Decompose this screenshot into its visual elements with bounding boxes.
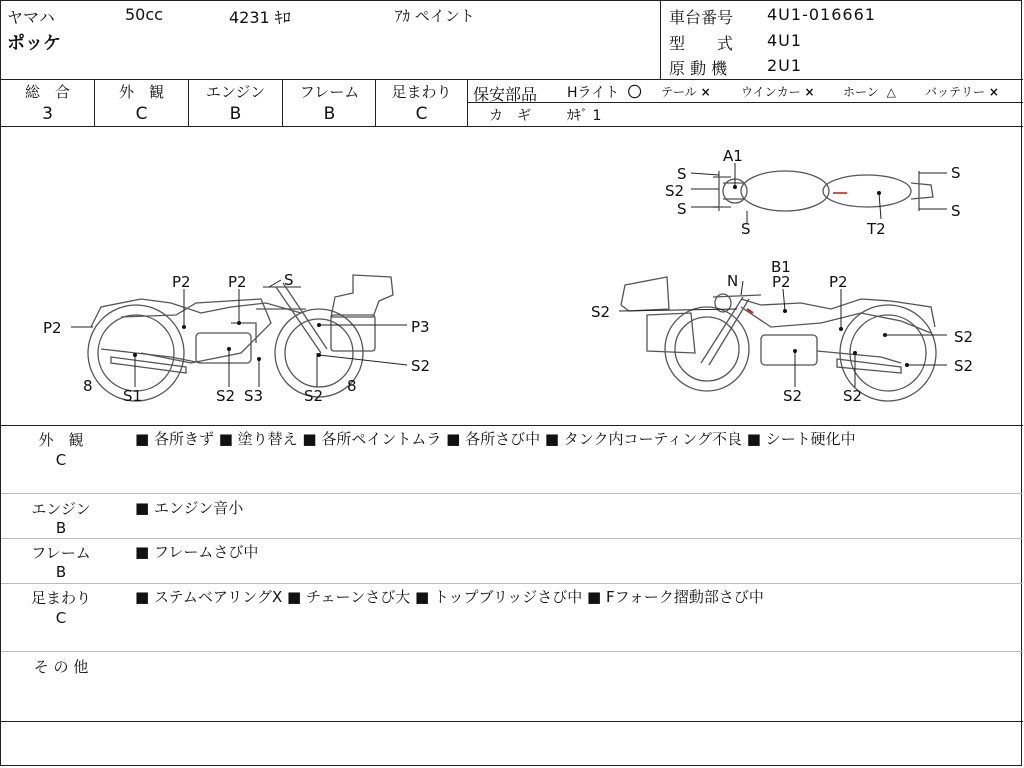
safety-battery — [925, 83, 999, 100]
diagram-label: P2 — [228, 273, 247, 291]
diagram-label: S — [741, 220, 751, 238]
grade-frame-label: フレーム — [299, 83, 360, 101]
safety-parts-label: 保安部品 — [473, 85, 538, 104]
diagram-label: P2 — [772, 273, 791, 291]
motorcycle-top-view — [713, 171, 933, 211]
diagram-label: P2 — [172, 273, 191, 291]
safety-item-label: ホーン — [843, 85, 879, 99]
damage-diagram — [1, 127, 1023, 425]
diagram-label: S — [284, 271, 294, 289]
diagram-label: 8 — [83, 377, 93, 395]
type-label: 型 式 — [669, 34, 734, 53]
safety-item-mark: 〇 — [627, 85, 642, 101]
divider — [1, 721, 1023, 722]
diagram-label: S2 — [954, 328, 974, 346]
diagram-label: S — [677, 165, 687, 183]
detail-suspension-grade: C — [55, 609, 67, 627]
diagram-label: P2 — [43, 319, 62, 337]
divider — [467, 102, 1023, 103]
diagram-label: S2 — [665, 182, 685, 200]
grade-exterior-value: C — [135, 104, 148, 124]
diagram-label: P2 — [829, 273, 848, 291]
diagram-label: B1 — [771, 258, 791, 276]
model-name: ポッケ — [7, 33, 61, 54]
engine-model-value: 2U1 — [767, 56, 803, 75]
detail-suspension-label: 足まわり — [30, 589, 91, 607]
detail-exterior-label: 外 観 — [38, 431, 84, 449]
mileage: 4231 ｷﾛ — [229, 8, 291, 27]
diagram-label: S2 — [216, 387, 236, 405]
diagram-label: P3 — [411, 318, 430, 336]
divider — [1, 493, 1023, 494]
key-value: ｶｷﾞ 1 — [567, 108, 602, 124]
detail-frame-notes: ■ フレームさび中 — [135, 543, 259, 561]
safety-tail — [661, 83, 711, 100]
diagram-label: S3 — [244, 387, 264, 405]
grade-overall-label: 総 合 — [24, 83, 70, 101]
diagram-label: T2 — [867, 220, 886, 238]
safety-horn — [843, 83, 896, 100]
diagram-label: S2 — [304, 387, 324, 405]
detail-frame-grade: B — [55, 563, 67, 581]
divider — [1, 538, 1023, 539]
detail-other-label: そ の 他 — [33, 658, 89, 676]
diagram-label: 8 — [347, 377, 357, 395]
divider — [1, 425, 1023, 426]
diagram-label: S2 — [411, 357, 431, 375]
grade-suspension-label: 足まわり — [391, 83, 452, 101]
divider — [1, 79, 1023, 80]
safety-item-mark: × — [804, 85, 815, 99]
safety-headlight — [567, 82, 642, 102]
safety-winker — [741, 83, 815, 100]
safety-item-mark: △ — [886, 85, 896, 99]
detail-engine-grade: B — [55, 519, 67, 537]
detail-frame-label: フレーム — [31, 544, 91, 562]
displacement: 50cc — [125, 5, 163, 24]
safety-item-label: テール — [661, 85, 697, 99]
body-color: ｱｶ ペイント — [395, 7, 475, 25]
safety-item-label: ウインカー — [741, 85, 801, 99]
type-value: 4U1 — [767, 31, 803, 50]
diagram-label: S2 — [591, 303, 611, 321]
diagram-label: S — [951, 202, 961, 220]
divider — [1, 651, 1023, 652]
diagram-label: S1 — [123, 387, 143, 405]
key-label: カ ギ — [489, 108, 531, 124]
diagram-label: S2 — [843, 387, 863, 405]
grade-overall-value: 3 — [42, 104, 53, 124]
detail-exterior-grade: C — [55, 451, 67, 469]
detail-suspension-notes: ■ ステムベアリングX ■ チェーンさび大 ■ トップブリッジさび中 ■ Fフォーク摺動部さび中 — [135, 588, 764, 606]
diagram-label: N — [727, 272, 739, 290]
divider — [1, 583, 1023, 584]
grade-exterior-label: 外 観 — [118, 83, 164, 101]
diagram-label: S — [677, 200, 687, 218]
grade-engine-value: B — [229, 104, 242, 124]
detail-engine-notes: ■ エンジン音小 — [135, 499, 244, 517]
detail-exterior-notes: ■ 各所きず ■ 塗り替え ■ 各所ペイントムラ ■ 各所さび中 ■ タンク内コーティング不良 ■ シート硬化中 — [135, 430, 856, 448]
safety-item-mark: × — [988, 85, 999, 99]
diagram-label: S2 — [954, 357, 974, 375]
grade-frame-value: B — [323, 104, 336, 124]
safety-item-label: バッテリー — [925, 85, 986, 99]
engine-model-label: 原 動 機 — [669, 59, 728, 78]
diagram-label: A1 — [723, 147, 743, 165]
header-divider — [660, 1, 661, 79]
maker: ヤマハ — [7, 8, 55, 27]
safety-item-label: Hライト — [567, 85, 620, 101]
safety-item-mark: × — [700, 85, 711, 99]
frame-no-label: 車台番号 — [669, 8, 734, 27]
grade-engine-label: エンジン — [205, 83, 266, 101]
detail-engine-label: エンジン — [31, 500, 91, 518]
frame-no-value: 4U1-016661 — [767, 5, 876, 24]
diagram-label: S — [951, 164, 961, 182]
motorcycle-right-side — [621, 277, 936, 401]
diagram-label: S2 — [783, 387, 803, 405]
grade-suspension-value: C — [415, 104, 428, 124]
